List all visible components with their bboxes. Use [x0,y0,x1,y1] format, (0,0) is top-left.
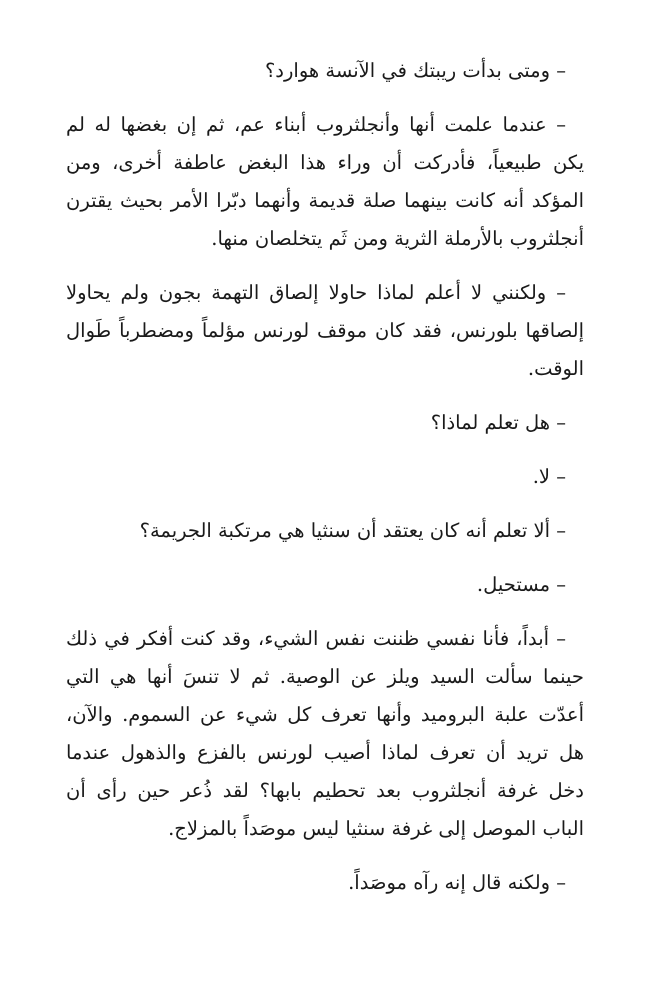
dialogue-paragraph-4: – هل تعلم لماذا؟ [430,411,566,434]
dialogue-paragraph-2: – عندما علمت أنها وأنجلثروب أبناء عم، ثم إن بغضها له لم يكن طبيعياً، فأدركت أن وراء هذا البغض عاطفة أخرى، ومن المؤكد أنه كانت بينهما صلة قديمة وأنهما دبّرا الأمر بحيث يقترن أنجلثروب بالأرملة الثرية ومن ثَم يتخلصان منها. [66,113,584,250]
dialogue-paragraph-1: – ومتى بدأت ريبتك في الآنسة هوارد؟ [264,59,566,82]
dialogue-paragraph-9: – ولكنه قال إنه رآه موصَداً. [348,871,566,894]
book-page [66,52,584,918]
dialogue-paragraph-6: – ألا تعلم أنه كان يعتقد أن سنثيا هي مرتكبة الجريمة؟ [139,519,566,542]
dialogue-paragraph-8: – أبداً، فأنا نفسي ظننت نفس الشيء، وقد كنت أفكر في ذلك حينما سألت السيد ويلز عن الوصية. ثم لا تنسَ أنها هي التي أعدّت علبة البروميد وأنها تعرف كل شيء عن السموم. والآن، هل تريد أن تعرف لماذا أصيب لورنس بالفزع والذهول عندما دخل غرفة أنجلثروب بعد تحطيم بابها؟ لقد ذُعر حين رأى أن الباب الموصل إلى غرفة سنثيا ليس موصَداً بالمزلاج. [66,627,584,840]
dialogue-paragraph-5: – لا. [532,465,566,488]
dialogue-paragraph-3: – ولكنني لا أعلم لماذا حاولا إلصاق التهمة بجون ولم يحاولا إلصاقها بلورنس، فقد كان موقف لورنس مؤلماً ومضطرباً طَوال الوقت. [66,281,584,380]
dialogue-paragraph-7: – مستحيل. [476,573,566,596]
